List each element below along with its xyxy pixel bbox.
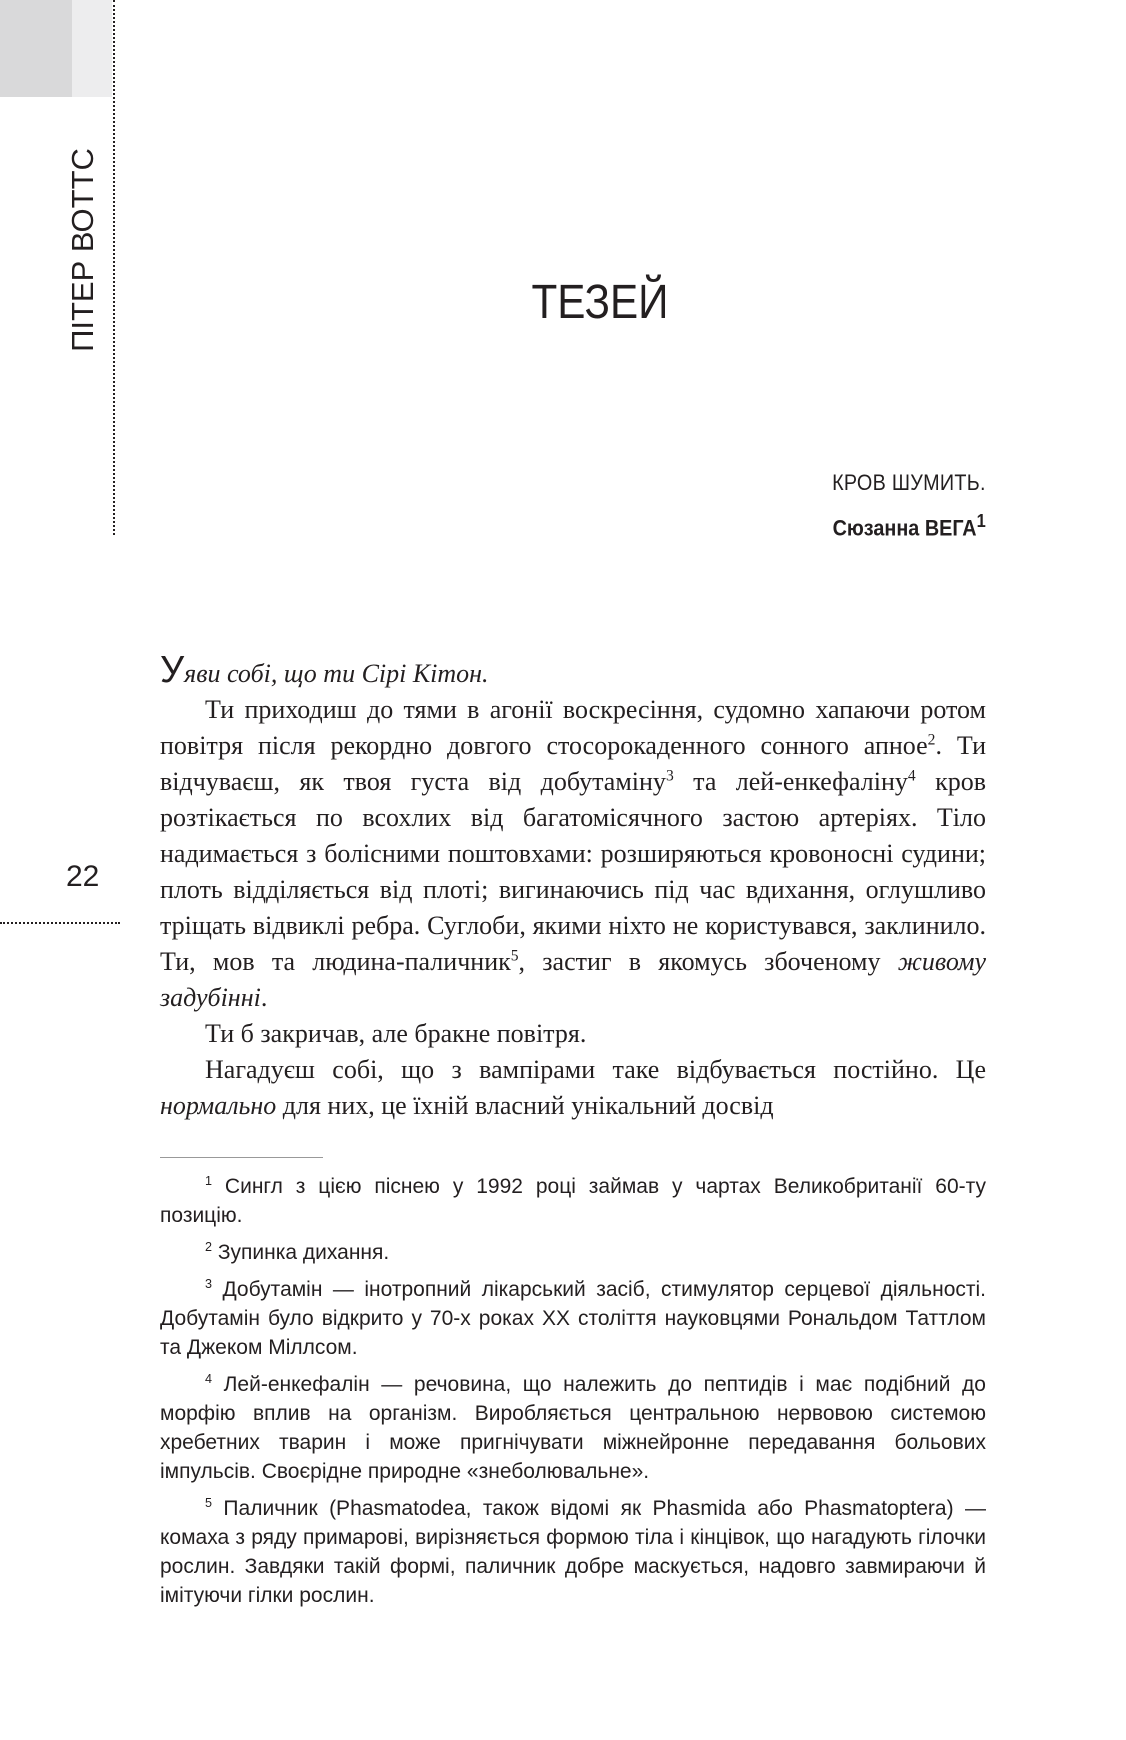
drop-cap: У (160, 649, 185, 691)
footnote-text: Лей-енкефалін — речовина, що належить до пептидів і має подібний до морфію вплив на організм. Виробляється центральною нервовою системою хребетних тварин і може пригнічувати міжнейронне передавання больових імпульсів. Своєрідне природне «знеболювальне». (160, 1373, 986, 1483)
text-run: . Ти відчуваєш, як твоя густа від добутаміну (160, 731, 986, 796)
footnote (160, 1172, 986, 1230)
footnote-ref: 3 (665, 767, 674, 785)
page-number: 22 (66, 860, 100, 893)
footnote-ref: 2 (927, 731, 936, 749)
footnotes (160, 1172, 986, 1618)
paragraph (160, 692, 986, 1016)
paragraph (160, 1052, 986, 1124)
running-head-author: ПІТЕР ВОТТС (65, 148, 100, 352)
italic-phrase: нормально (160, 1091, 277, 1120)
footnote-number: 5 (205, 1496, 213, 1510)
italic-phrase: живому задубінні (160, 947, 986, 1012)
epigraph-quote: КРОВ ШУМИТЬ. (832, 470, 986, 495)
margin-dotted-rule (113, 0, 115, 535)
footnote (160, 1494, 986, 1610)
opening-line: яви собі, що ти Сірі Кітон. (184, 659, 489, 688)
text-run: Ти приходиш до тями в агонії воскресіння, судомно хапаючи ротом повітря після рекордно довгого стосорокаденного сонного апное (160, 695, 986, 760)
corner-tab (0, 0, 72, 97)
epigraph (815, 470, 986, 541)
chapter-title: ТЕЗЕЙ (531, 276, 669, 329)
text-run: , застиг в якомусь збоченому (518, 947, 898, 976)
text-run: кров розтікається по всохлих від багатомісячного застою артеріях. Тіло надимається з болісними поштовхами: розширяються кровоносні судини; плоть відділяється від плоті; вигинаючись під час вдихання, оглушливо тріщать відвиклі ребра. Суглоби, якими ніхто не користувався, заклинило. Ти, мов та людина-паличник (160, 767, 986, 976)
page-number-dotted-rule (0, 922, 120, 924)
footnote-text: Сингл з цією піснею у 1992 році займав у чартах Великобританії 60-ту позицію. (160, 1175, 986, 1227)
footnote (160, 1238, 986, 1267)
footnote-number: 4 (205, 1372, 213, 1386)
text-run: та лей-енкефаліну (673, 767, 908, 796)
paragraph: Ти б закричав, але бракне повітря. (205, 1019, 587, 1048)
footnote-text: Паличник (Phasmatodea, також відомі як Phasmida або Phasmatoptera) — комаха з ряду примарові, вирізняється формою тіла і кінцівок, що нагадують гілочки рослин. Завдяки такій формі, паличник добре маскується, надовго завмираючи й імітуючи гілки рослин. (160, 1497, 986, 1607)
footnote (160, 1370, 986, 1486)
footnote (160, 1275, 986, 1362)
epigraph-author-name: Сюзанна ВЕГА (832, 515, 977, 541)
text-run: для них, це їхній власний унікальний досвід (276, 1091, 774, 1120)
footnote-ref: 1 (976, 510, 986, 531)
paragraph (160, 649, 986, 692)
footnote-ref: 5 (510, 947, 519, 965)
text-run: Нагадуєш собі, що з вампірами таке відбувається постійно. Це (205, 1055, 986, 1084)
footnote-number: 1 (205, 1174, 213, 1188)
body-text (160, 649, 986, 1124)
footnote-number: 2 (205, 1240, 213, 1254)
epigraph-author (832, 510, 986, 541)
text-run: . (260, 983, 268, 1012)
footnote-text: Добутамін — інотропний лікарський засіб, стимулятор серцевої діяльності. Добутамін було відкрито у 70-х роках XX століття науковцями Рональдом Таттлом та Джеком Міллсом. (160, 1278, 986, 1359)
footnote-text: Зупинка дихання. (212, 1241, 390, 1264)
footnote-separator (160, 1157, 323, 1158)
corner-tab-light (72, 0, 112, 97)
footnote-ref: 4 (907, 767, 916, 785)
footnote-number: 3 (205, 1277, 213, 1291)
